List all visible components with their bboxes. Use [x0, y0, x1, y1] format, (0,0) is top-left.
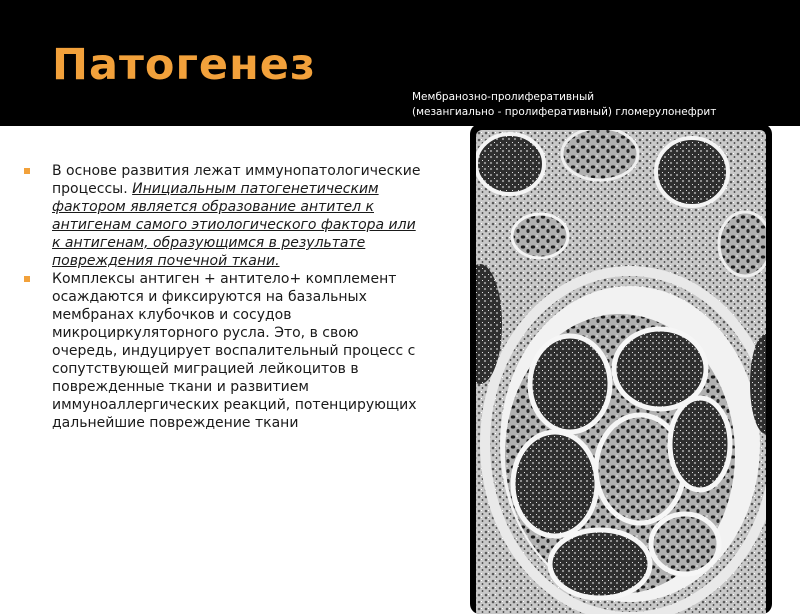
bullet-1-emphasized-text: Инициальным патогенетическим фактором является образование антител к антигенам самого этиологического фактора или к антигенам, образующимся в результате повреждения почечной ткани. — [52, 181, 416, 269]
slide-title: Патогенез — [52, 40, 316, 90]
micrograph-illustration — [470, 124, 772, 614]
image-caption — [412, 90, 716, 120]
title-band — [0, 0, 800, 126]
caption-line-2: (мезангиально - пролиферативный) гломерулонефрит — [412, 106, 717, 118]
micrograph-image — [470, 124, 772, 614]
bullet-1-plain-text: В основе развития лежат иммунопатологические процессы. — [52, 163, 421, 197]
caption-line-1: Мембранозно-пролиферативный — [412, 91, 595, 103]
bullet-item-1 — [24, 162, 422, 270]
bullet-item-2 — [24, 270, 422, 432]
bullet-marker-icon — [24, 276, 30, 282]
body-text — [24, 162, 422, 432]
bullet-marker-icon — [24, 168, 30, 174]
bullet-2-text: Комплексы антиген + антитело+ комплемент осаждаются и фиксируются на базальных мембранах клубочков и сосудов микроциркуляторного русла. Это, в свою очередь, индуцирует воспалительный процесс с сопутствующей миграцией лейкоцитов в поврежденные ткани и развитием иммуноаллергических реакций, потенцирующих дальнейшие повреждение ткани — [52, 271, 417, 431]
